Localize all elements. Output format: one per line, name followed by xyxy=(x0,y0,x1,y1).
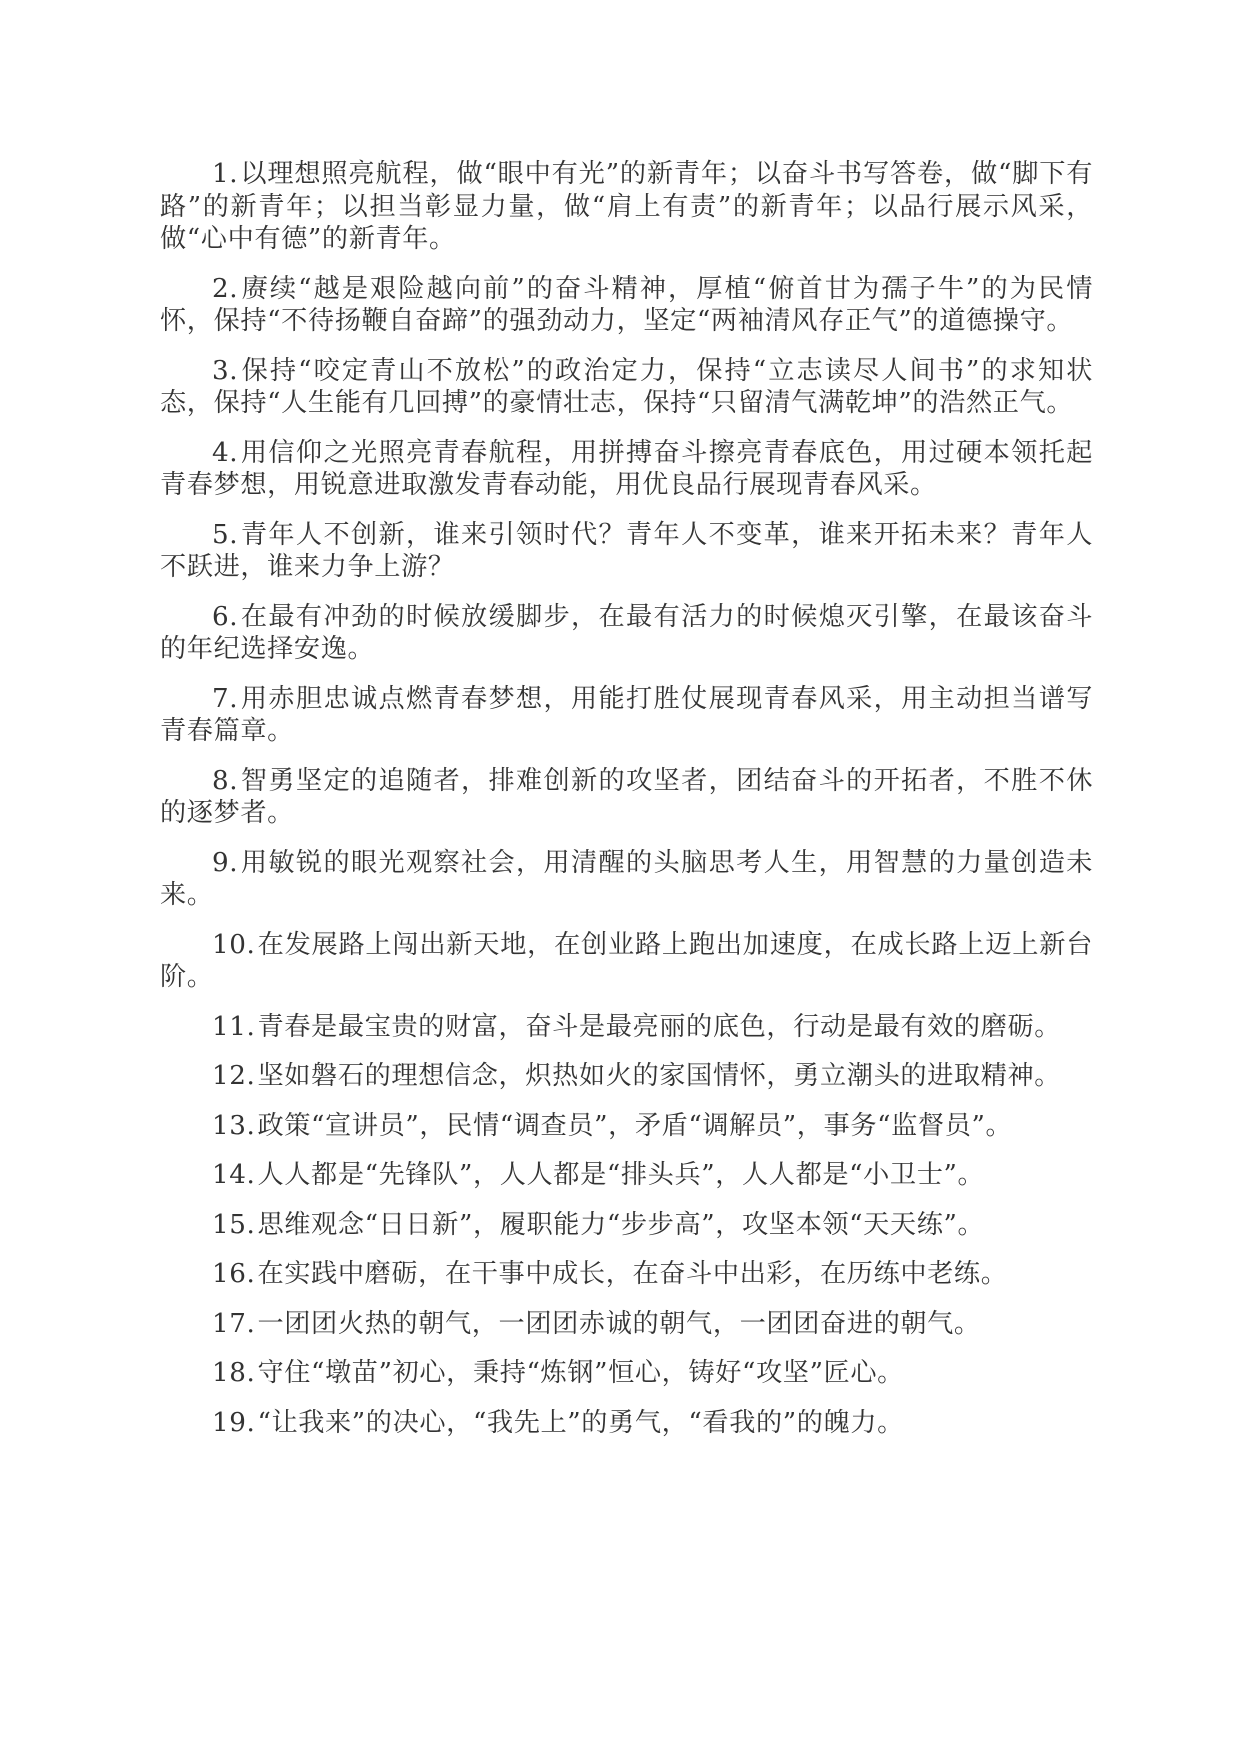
item-text: 保持“咬定青山不放松”的政治定力，保持“立志读尽人间书”的求知状态，保持“人生能有几回搏”的豪情壮志，保持“只留清气满乾坤”的浩然正气。 xyxy=(160,355,1093,418)
list-item xyxy=(160,847,1093,912)
item-number: 7. xyxy=(212,683,239,714)
item-number: 13. xyxy=(212,1110,256,1141)
item-text: 青年人不创新，谁来引领时代？青年人不变革，谁来开拓未来？青年人不跃进，谁来力争上游？ xyxy=(160,519,1093,582)
item-number: 2. xyxy=(212,273,239,304)
item-number: 3. xyxy=(212,355,239,386)
item-number: 12. xyxy=(212,1061,256,1091)
list-item xyxy=(160,1308,1093,1341)
item-text: 用赤胆忠诚点燃青春梦想，用能打胜仗展现青春风采，用主动担当谱写青春篇章。 xyxy=(160,683,1093,746)
list-item xyxy=(160,1060,1093,1093)
item-number: 5. xyxy=(212,519,239,550)
list-item xyxy=(160,1407,1093,1440)
list-item xyxy=(160,1258,1093,1291)
item-text: 青春是最宝贵的财富，奋斗是最亮丽的底色，行动是最有效的磨砺。 xyxy=(257,1011,1062,1042)
item-number: 10. xyxy=(212,929,256,960)
item-text: 一团团火热的朝气，一团团赤诚的朝气，一团团奋进的朝气。 xyxy=(257,1308,981,1339)
item-text: 赓续“越是艰险越向前”的奋斗精神，厚植“俯首甘为孺子牛”的为民情怀，保持“不待扬鞭自奋蹄”的强劲动力，坚定“两袖清风存正气”的道德操守。 xyxy=(160,273,1093,336)
item-text: 守住“墩苗”初心，秉持“炼钢”恒心，铸好“攻坚”匠心。 xyxy=(257,1358,904,1388)
item-text: 政策“宣讲员”，民情“调查员”，矛盾“调解员”，事务“监督员”。 xyxy=(257,1110,1013,1141)
list-item xyxy=(160,158,1093,256)
item-text: 在实践中磨砺，在干事中成长，在奋斗中出彩，在历练中老练。 xyxy=(257,1259,1008,1289)
list-item xyxy=(160,273,1093,338)
list-item xyxy=(160,1011,1093,1044)
item-number: 14. xyxy=(212,1160,256,1190)
item-number: 19. xyxy=(212,1407,256,1438)
item-text: “让我来”的决心，“我先上”的勇气，“看我的”的魄力。 xyxy=(257,1407,904,1438)
item-number: 11. xyxy=(212,1011,256,1042)
item-number: 6. xyxy=(212,601,239,632)
list-item xyxy=(160,1357,1093,1390)
item-number: 4. xyxy=(212,437,239,468)
list-item xyxy=(160,437,1093,502)
list-item xyxy=(160,355,1093,420)
item-text: 思维观念“日日新”，履职能力“步步高”，攻坚本领“天天练”。 xyxy=(257,1209,985,1240)
item-text: 坚如磐石的理想信念，炽热如火的家国情怀，勇立潮头的进取精神。 xyxy=(257,1061,1062,1091)
list-item xyxy=(160,1110,1093,1143)
list-item xyxy=(160,519,1093,584)
item-text: 用敏锐的眼光观察社会，用清醒的头脑思考人生，用智慧的力量创造未来。 xyxy=(160,847,1093,910)
document-body xyxy=(160,158,1093,1456)
item-text: 人人都是“先锋队”，人人都是“排头兵”，人人都是“小卫士”。 xyxy=(257,1160,985,1190)
list-item xyxy=(160,601,1093,666)
item-text: 在发展路上闯出新天地，在创业路上跑出加速度，在成长路上迈上新台阶。 xyxy=(160,929,1093,992)
item-text: 在最有冲劲的时候放缓脚步，在最有活力的时候熄灭引擎，在最该奋斗的年纪选择安逸。 xyxy=(160,601,1093,664)
item-text: 用信仰之光照亮青春航程，用拼搏奋斗擦亮青春底色，用过硬本领托起青春梦想，用锐意进取激发青春动能，用优良品行展现青春风采。 xyxy=(160,437,1093,500)
list-item xyxy=(160,765,1093,830)
list-item xyxy=(160,1159,1093,1192)
item-number: 1. xyxy=(212,159,239,189)
item-number: 15. xyxy=(212,1209,256,1240)
list-item xyxy=(160,683,1093,748)
list-item xyxy=(160,1209,1093,1242)
item-text: 智勇坚定的追随者，排难创新的攻坚者，团结奋斗的开拓者，不胜不休的逐梦者。 xyxy=(160,765,1093,828)
item-text: 以理想照亮航程，做“眼中有光”的新青年；以奋斗书写答卷，做“脚下有路”的新青年；以担当彰显力量，做“肩上有责”的新青年；以品行展示风采，做“心中有德”的新青年。 xyxy=(160,159,1093,254)
item-number: 8. xyxy=(212,765,239,796)
list-item xyxy=(160,929,1093,994)
item-number: 17. xyxy=(212,1308,256,1339)
item-number: 18. xyxy=(212,1358,256,1388)
item-number: 9. xyxy=(212,847,239,878)
item-number: 16. xyxy=(212,1259,256,1289)
